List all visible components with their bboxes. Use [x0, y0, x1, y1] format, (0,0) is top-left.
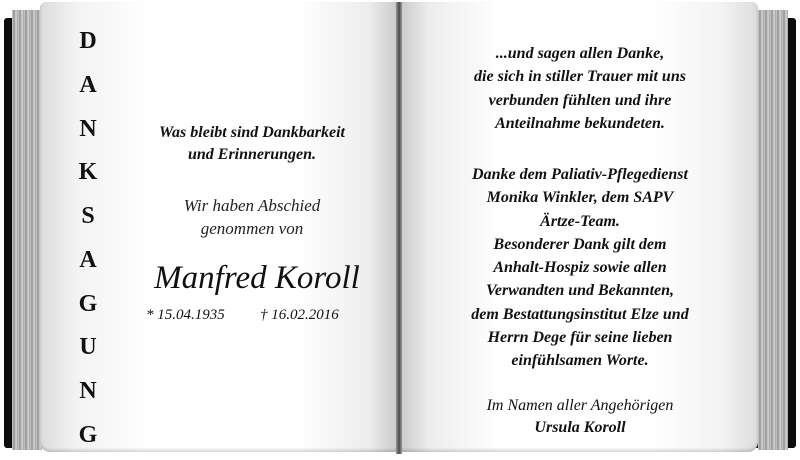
text-line: Anteilnahme bekundeten. — [495, 114, 665, 132]
vertical-letter: D — [79, 28, 97, 54]
vertical-title-danksagung — [70, 28, 106, 448]
text-line: Danke dem Paliativ-Pflegedienst — [472, 166, 688, 183]
death-date: † 16.02.2016 — [260, 307, 339, 323]
text-line: ...und sagen allen Danke, — [495, 45, 665, 62]
signature-name: Ursula Koroll — [534, 419, 626, 436]
vertical-letter: G — [78, 290, 98, 317]
vertical-letter: G — [78, 421, 98, 448]
vertical-letter: U — [79, 334, 97, 361]
text-line: Verwandten und Bekannten, — [485, 282, 675, 300]
vertical-letter: A — [79, 246, 97, 273]
text-line: Besonderer Dank gilt dem — [493, 235, 667, 253]
thanks-paragraph — [412, 42, 748, 135]
acknowledgements-paragraph — [412, 163, 748, 373]
text-line: die sich in stiller Trauer mit uns — [474, 68, 686, 86]
vertical-letter: A — [79, 71, 97, 98]
text-line: Herrn Dege für seine lieben — [487, 329, 673, 347]
text-line: genommen von — [200, 219, 304, 238]
vertical-letter: K — [78, 159, 98, 186]
page-edges-left — [12, 10, 42, 450]
text-line: Wir haben Abschied — [183, 196, 321, 215]
vertical-letter: N — [79, 115, 97, 142]
birth-date: * 15.04.1935 — [146, 307, 225, 323]
text-line: Was bleibt sind Dankbarkeit — [159, 124, 345, 141]
text-line: Ärtze-Team. — [540, 212, 620, 230]
text-line: und Erinnerungen. — [187, 146, 317, 163]
text-line: dem Bestattungsinstitut Elze und — [471, 305, 689, 323]
farewell-intro — [112, 194, 392, 240]
vertical-letter: N — [79, 378, 97, 405]
vertical-letter: S — [81, 203, 95, 230]
text-line: einfühlsamen Worte. — [511, 352, 649, 370]
deceased-name: Manfred Koroll — [154, 260, 360, 296]
text-line: Monika Winkler, dem SAPV — [486, 189, 674, 207]
closing-line: Im Namen aller Angehörigen — [486, 397, 674, 414]
text-line: Anhalt-Hospiz sowie allen — [493, 259, 667, 277]
book-spine — [396, 2, 402, 454]
gratitude-heading — [112, 122, 392, 166]
signature-block — [412, 395, 748, 439]
page-edges-right — [758, 10, 788, 450]
text-line: verbunden fühlten und ihre — [488, 91, 672, 109]
